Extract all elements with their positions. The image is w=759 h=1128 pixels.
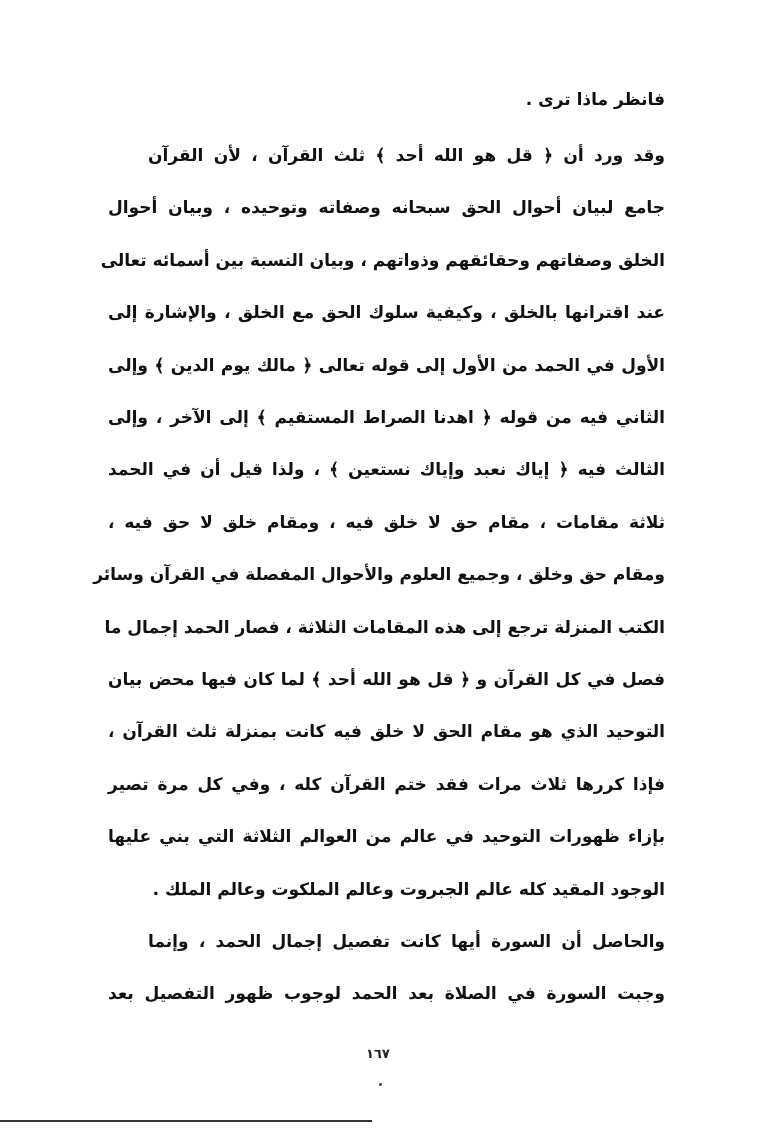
text-line: فانظر ماذا ترى .	[525, 90, 665, 110]
bottom-rule	[0, 1120, 372, 1122]
text-line: فصل في كل القرآن و ﴿ قل هو الله أحد ﴾ لما كان فيها محض بيان	[108, 670, 665, 690]
text-line: الخلق وصفاتهم وحقائقهم وذواتهم ، وبيان النسبة بين أسمائه تعالى	[100, 251, 665, 271]
text-line: وجبت السورة في الصلاة بعد الحمد لوجوب ظهور التفصيل بعد	[108, 984, 665, 1004]
text-line: الأول في الحمد من الأول إلى قوله تعالى ﴿ مالك يوم الدين ﴾ وإلى	[108, 356, 665, 376]
page-number: ١٦٧	[366, 1047, 390, 1062]
text-line: الوجود المقيد كله عالم الجبروت وعالم الملكوت وعالم الملك .	[152, 880, 665, 900]
text-line: ثلاثة مقامات ، مقام حق لا خلق فيه ، ومقام خلق لا حق فيه ،	[108, 513, 665, 533]
scan-dot	[379, 1083, 382, 1086]
text-line: ومقام حق وخلق ، وجميع العلوم والأحوال المفصلة في القرآن وسائر	[93, 565, 665, 585]
text-line: فإذا كررها ثلاث مرات فقد ختم القرآن كله ، وفي كل مرة تصير	[108, 775, 665, 795]
text-line: عند اقترانها بالخلق ، وكيفية سلوك الحق مع الخلق ، والإشارة إلى	[108, 303, 665, 323]
text-line: الثاني فيه من قوله ﴿ اهدنا الصراط المستقيم ﴾ إلى الآخر ، وإلى	[108, 408, 665, 428]
text-line: جامع لبيان أحوال الحق سبحانه وصفاته وتوحيده ، وبيان أحوال	[108, 198, 665, 218]
text-line: والحاصل أن السورة أيها كانت تفصيل إجمال الحمد ، وإنما	[148, 932, 665, 952]
text-line: وقد ورد أن ﴿ قل هو الله أحد ﴾ ثلث القرآن ، لأن القرآن	[148, 146, 665, 166]
text-line: الكتب المنزلة ترجع إلى هذه المقامات الثلاثة ، فصار الحمد إجمال ما	[104, 618, 665, 638]
text-line: بإزاء ظهورات التوحيد في عالم من العوالم الثلاثة التي بني عليها	[108, 827, 665, 847]
text-line: التوحيد الذي هو مقام الحق لا خلق فيه كانت بمنزلة ثلث القرآن ،	[108, 722, 665, 742]
text-line: الثالث فيه ﴿ إياك نعبد وإياك نستعين ﴾ ، ولذا قيل أن في الحمد	[108, 460, 665, 480]
